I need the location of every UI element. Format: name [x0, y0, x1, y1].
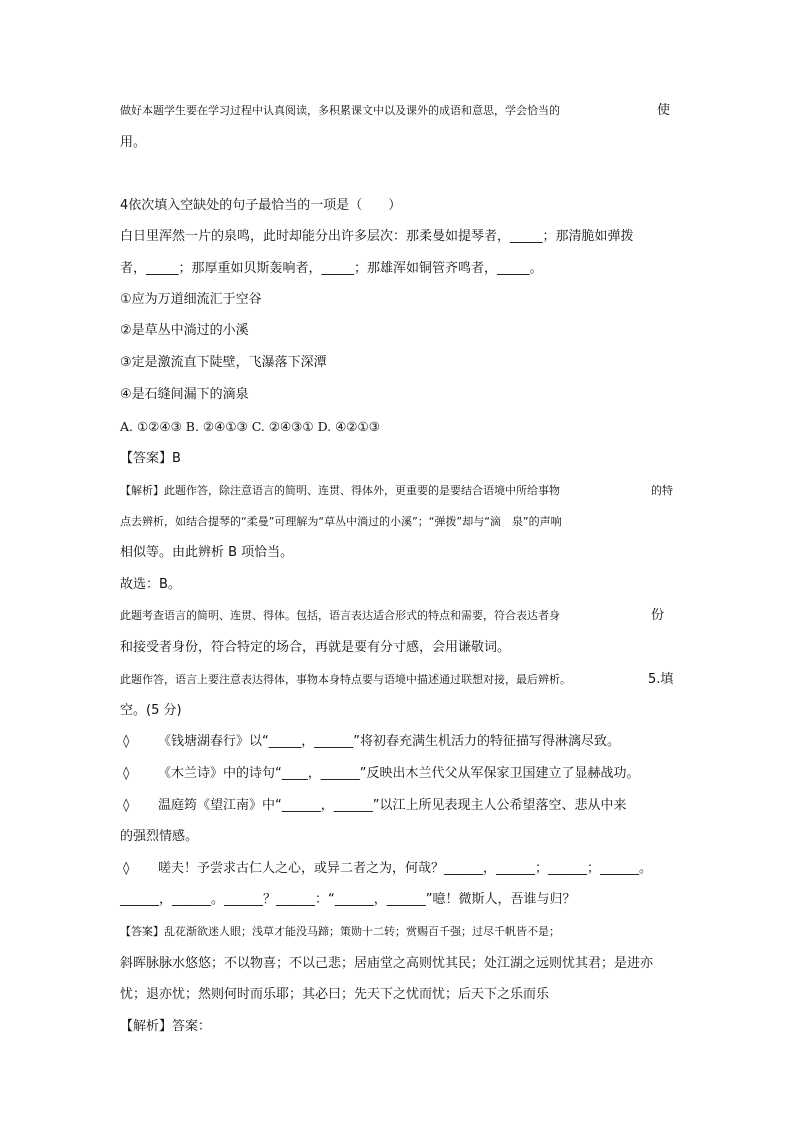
analysis-4-line-3: 相似等。由此辨析 B 项恰当。	[120, 545, 294, 560]
question-4-stem: 4依次填入空缺处的句子最恰当的一项是（ ）	[120, 198, 402, 213]
fill-item-2: 《木兰诗》中的诗句“____，______”反映出木兰代父从军保家卫国建立了显赫战功。	[158, 766, 640, 781]
intro-line-1-end: 使	[657, 103, 671, 118]
question-4-passage-line-1: 白日里浑然一片的泉鸣，此时却能分出许多层次：那柔曼如提琴者，_____；那清脆如弹拨	[120, 229, 634, 244]
intro-line-1: 做好本题学生要在学习过程中认真阅读，多积累课文中以及课外的成语和意思，学会恰当的	[120, 104, 560, 117]
analysis-5: 【解析】答案：	[120, 1019, 212, 1034]
explain-line-3: 此题作答，语言上要注意表达得体，事物本身特点要与语境中描述通过联想对接，最后辨析。	[120, 673, 571, 686]
option-4: ④是石缝间漏下的滴泉	[120, 387, 249, 402]
analysis-4-line-2: 点去辨析，如结合提琴的“柔曼”可理解为“草丛中淌过的小溪”；“弹拨”却与“滴 泉”的声响	[120, 515, 562, 528]
answer-4: 【答案】B	[120, 451, 181, 466]
answer-5-line-3: 忧；退亦忧；然则何时而乐耶；其必曰；先天下之忧而忧；后天下之乐而乐	[120, 987, 550, 1002]
option-3: ③定是激流直下陡壁，飞瀑落下深潭	[120, 355, 327, 370]
intro-line-2: 用。	[120, 135, 147, 150]
answer-5-line-1: 【答案】乱花渐欲迷人眼；浅草才能没马蹄；策勋十二转；赏赐百千强；过尽千帆皆不是；	[120, 925, 560, 938]
bullet-4: ◊	[123, 861, 130, 876]
explain-line-1: 此题考查语言的简明、连贯、得体。包括，语言表达适合形式的特点和需要，符合表达者身	[120, 609, 560, 622]
analysis-4-line-1-end: 的特	[651, 484, 673, 497]
fill-item-1: 《钱塘湖春行》以“_____，______”将初春充满生机活力的特征描写得淋漓尽致。	[158, 734, 620, 749]
fill-item-3-cont: 的强烈情感。	[120, 829, 199, 844]
option-2: ②是草丛中淌过的小溪	[120, 323, 249, 338]
pick-line: 故选：B。	[120, 577, 181, 592]
analysis-4-line-1: 【解析】此题作答，除注意语言的简明、连贯、得体外，更重要的是要结合语境中所给事物	[120, 484, 560, 497]
bullet-1: ◊	[123, 734, 130, 749]
choices-line: A. ①②④③ B. ②④①③ C. ②④③① D. ④②①③	[120, 419, 380, 434]
bullet-3: ◊	[123, 798, 130, 813]
question-5-score: 空。(5 分)	[120, 703, 182, 718]
fill-item-3: 温庭筠《望江南》中“______，______”以江上所见表现主人公希望落空、悲从中来	[158, 798, 627, 813]
question-4-passage-line-2: 者，_____；那厚重如贝斯轰响者，_____；那雄浑如铜管齐鸣者，_____。	[120, 261, 543, 276]
explain-line-1-end: 份	[651, 608, 665, 623]
bullet-2: ◊	[123, 766, 130, 781]
question-5-start: 5.填	[648, 672, 674, 687]
fill-item-4-cont: ______，______。______？______：“______，______”噫！微斯人，吾谁与归？	[120, 892, 576, 907]
fill-item-4: 嗟夫！予尝求古仁人之心，或异二者之为，何哉？______，______；______；______。	[158, 861, 653, 876]
explain-line-2: 和接受者身份，符合特定的场合，再就是要有分寸感，会用谦敬词。	[120, 640, 511, 655]
answer-5-line-2: 斜晖脉脉水悠悠；不以物喜；不以己悲；居庙堂之高则忧其民；处江湖之远则忧其君；是进亦	[120, 956, 654, 971]
option-1: ①应为万道细流汇于空谷	[120, 292, 262, 307]
